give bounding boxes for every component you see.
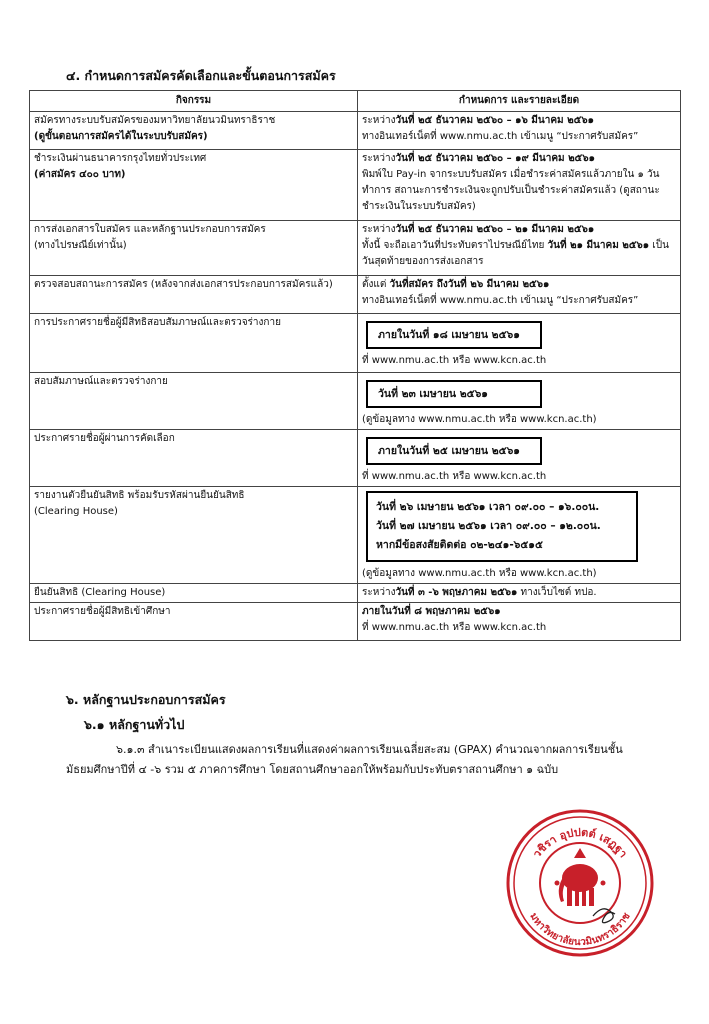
schedule-prefix: ระหว่าง	[362, 587, 396, 598]
date-box: ภายในวันที่ ๑๘ เมษายน ๒๕๖๑	[366, 321, 542, 349]
schedule-deadline: วันที่ ๒๑ มีนาคม ๒๕๖๑	[547, 240, 650, 251]
schedule-date: วันที่ ๒๕ ธันวาคม ๒๕๖๐ – ๑๖ มีนาคม ๒๕๖๑	[395, 115, 594, 126]
column-header-activity: กิจกรรม	[30, 91, 358, 112]
schedule-cell	[358, 112, 681, 150]
schedule-cell	[358, 150, 681, 221]
table-row	[30, 584, 681, 603]
activity-text: การประกาศรายชื่อผู้มีสิทธิสอบสัมภาษณ์และตรวจร่างกาย	[34, 317, 281, 328]
activity-cell	[30, 373, 358, 430]
activity-text: ตรวจสอบสถานะการสมัคร (หลังจากส่งเอกสารประกอบการสมัครแล้ว)	[34, 279, 333, 290]
table-row	[30, 603, 681, 641]
table-row	[30, 276, 681, 314]
schedule-cell	[358, 314, 681, 373]
section-6-1-heading: ๖.๑ หลักฐานทั่วไป	[84, 717, 185, 732]
table-row	[30, 487, 681, 584]
clearing-house-box	[366, 491, 638, 562]
box-line: หากมีข้อสงสัยติดต่อ ๐๒-๒๔๑-๖๕๑๕	[376, 539, 543, 551]
schedule-cell	[358, 487, 681, 584]
schedule-cell	[358, 221, 681, 276]
svg-text:มหาวิทยาลัยนวมินทราธิราช	[527, 911, 632, 948]
schedule-cell	[358, 276, 681, 314]
schedule-detail: พิมพ์ใบ Pay-in จากระบบรับสมัคร เมื่อชำระค่าสมัครแล้วภายใน ๑ วัน ทำการ สถานะการชำระเงินจะถูกปรับเป็นชำระค่าสมัครแล้ว (ดูสถานะชำระเงินในระบบรับสมัคร)	[362, 169, 660, 212]
activity-cell	[30, 603, 358, 641]
activity-text: ประกาศรายชื่อผู้มีสิทธิเข้าศึกษา	[34, 606, 171, 617]
seal-text-top: วชิรา อุปปตต์ เสฏฐา	[530, 825, 630, 861]
schedule-detail: ที่ www.nmu.ac.th หรือ www.kcn.ac.th	[362, 355, 547, 366]
schedule-prefix: ระหว่าง	[362, 153, 396, 164]
schedule-detail: ทางอินเทอร์เน็ตที่ www.nmu.ac.th เข้าเมนู “ประกาศรับสมัคร”	[362, 131, 639, 142]
schedule-prefix: ระหว่าง	[362, 224, 396, 235]
date-box: วันที่ ๒๓ เมษายน ๒๕๖๑	[366, 380, 542, 408]
activity-cell	[30, 584, 358, 603]
schedule-cell	[358, 584, 681, 603]
university-seal-stamp	[505, 808, 655, 958]
schedule-detail: ทางเว็บไซต์ ทปอ.	[517, 587, 597, 598]
schedule-detail: ทั้งนี้ จะถือเอาวันที่ประทับตราไปรษณีย์ไทย	[362, 240, 548, 251]
table-row	[30, 150, 681, 221]
box-line: วันที่ ๒๗ เมษายน ๒๕๖๑ เวลา ๐๙.๐๐ – ๑๒.๐๐น.	[376, 520, 601, 532]
schedule-date: วันที่ ๒๕ ธันวาคม ๒๕๖๐ – ๑๙ มีนาคม ๒๕๖๑	[395, 153, 595, 164]
activity-text: สมัครทางระบบรับสมัครของมหาวิทยาลัยนวมินทราธิราช	[34, 115, 276, 126]
column-header-schedule: กำหนดการ และรายละเอียด	[358, 91, 681, 112]
activity-cell	[30, 221, 358, 276]
date-box: ภายในวันที่ ๒๕ เมษายน ๒๕๖๑	[366, 437, 542, 465]
section-6-heading: ๖. หลักฐานประกอบการสมัคร	[66, 692, 226, 707]
schedule-detail-end: เป็นวันสุดท้ายของการส่งเอกสาร	[362, 240, 669, 267]
schedule-detail: ที่ www.nmu.ac.th หรือ www.kcn.ac.th	[362, 622, 547, 633]
schedule-cell	[358, 603, 681, 641]
activity-text: ประกาศรายชื่อผู้ผ่านการคัดเลือก	[34, 433, 175, 444]
activity-text: ชำระเงินผ่านธนาคารกรุงไทยทั่วประเทศ	[34, 153, 207, 164]
activity-text: สอบสัมภาษณ์และตรวจร่างกาย	[34, 376, 168, 387]
section-4-heading: ๔. กำหนดการสมัครคัดเลือกและขั้นตอนการสมัคร	[66, 68, 336, 83]
section-6-1-3-paragraph: ๖.๑.๓ สำเนาระเบียนแสดงผลการเรียนที่แสดงค่าผลการเรียนเฉลี่ยสะสม (GPAX) คำนวณจากผลการเรียนชั้นมัธยมศึกษาปีที่ ๔ -๖ รวม ๕ ภาคการศึกษา โดยสถานศึกษาออกให้พร้อมกับประทับตราสถานศึกษา ๑ ฉบับ	[66, 743, 623, 776]
activity-cell	[30, 276, 358, 314]
activity-note: (ค่าสมัคร ๔๐๐ บาท)	[34, 169, 126, 180]
schedule-cell	[358, 430, 681, 487]
schedule-table	[29, 90, 681, 641]
activity-note: (Clearing House)	[34, 506, 118, 517]
schedule-date: วันที่สมัคร ถึงวันที่ ๒๖ มีนาคม ๒๕๖๑	[389, 279, 550, 290]
box-line: วันที่ ๒๖ เมษายน ๒๕๖๑ เวลา ๐๙.๐๐ – ๑๖.๐๐น.	[376, 501, 600, 513]
schedule-detail: (ดูข้อมูลทาง www.nmu.ac.th หรือ www.kcn.ac.th)	[362, 414, 597, 425]
activity-cell	[30, 112, 358, 150]
schedule-detail: (ดูข้อมูลทาง www.nmu.ac.th หรือ www.kcn.ac.th)	[362, 568, 597, 579]
table-row	[30, 112, 681, 150]
schedule-prefix: ระหว่าง	[362, 115, 396, 126]
activity-text: การส่งเอกสารใบสมัคร และหลักฐานประกอบการสมัคร	[34, 224, 266, 235]
table-row	[30, 221, 681, 276]
activity-cell	[30, 150, 358, 221]
table-row	[30, 314, 681, 373]
table-row	[30, 373, 681, 430]
table-header-row	[30, 91, 681, 112]
schedule-date: วันที่ ๓ -๖ พฤษภาคม ๒๕๖๑	[395, 587, 518, 598]
seal-text-bottom: มหาวิทยาลัยนวมินทราธิราช	[527, 911, 633, 949]
schedule-date: ภายในวันที่ ๘ พฤษภาคม ๒๕๖๑	[362, 606, 501, 617]
schedule-date: วันที่ ๒๕ ธันวาคม ๒๕๖๐ – ๒๑ มีนาคม ๒๕๖๑	[395, 224, 595, 235]
activity-text: รายงานตัวยืนยันสิทธิ พร้อมรับรหัสผ่านยืนยันสิทธิ	[34, 490, 245, 501]
table-row	[30, 430, 681, 487]
activity-text: ยืนยันสิทธิ (Clearing House)	[34, 587, 166, 598]
schedule-cell	[358, 373, 681, 430]
activity-note: (ทางไปรษณีย์เท่านั้น)	[34, 240, 127, 251]
schedule-prefix: ตั้งแต่	[362, 279, 390, 290]
activity-cell	[30, 430, 358, 487]
schedule-detail: ทางอินเทอร์เน็ตที่ www.nmu.ac.th เข้าเมนู “ประกาศรับสมัคร”	[362, 295, 639, 306]
elephant-emblem-icon	[555, 848, 606, 906]
activity-cell	[30, 314, 358, 373]
activity-note: (ดูขั้นตอนการสมัครได้ในระบบรับสมัคร)	[34, 131, 208, 142]
activity-cell	[30, 487, 358, 584]
schedule-detail: ที่ www.nmu.ac.th หรือ www.kcn.ac.th	[362, 471, 547, 482]
